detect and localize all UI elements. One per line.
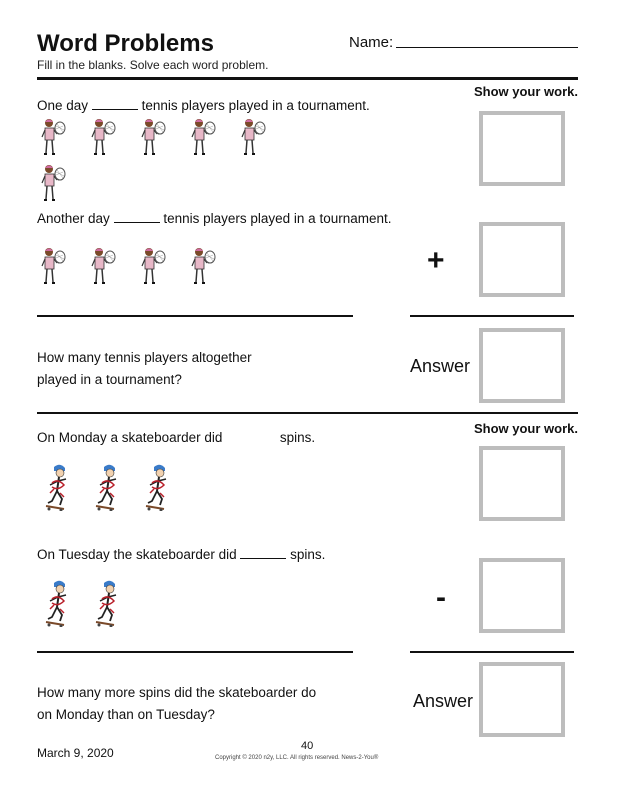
- tennis-player-icon: [240, 117, 266, 157]
- tennis-player-icon: [140, 246, 166, 286]
- tennis-player-icon: [90, 246, 116, 286]
- problem2-line2-post: spins.: [290, 547, 326, 562]
- skateboarder-icon: [94, 579, 124, 627]
- tennis-player-icon: [40, 117, 66, 157]
- answer-label: Answer: [410, 356, 471, 376]
- problem2-blank2[interactable]: [240, 546, 286, 559]
- problem1-line2-post: tennis players played in a tournament.: [163, 211, 392, 226]
- footer-date: March 9, 2020: [37, 746, 114, 760]
- problem2-line1: [37, 430, 315, 445]
- skateboarder-icon: [44, 463, 74, 511]
- problem2-question-line2: on Monday than on Tuesday?: [37, 707, 215, 722]
- answer-label: Answer: [413, 691, 474, 711]
- skateboarder-icon: [144, 463, 174, 511]
- answer-box-2[interactable]: [479, 662, 565, 737]
- problem2-question: [37, 682, 316, 726]
- difference-line-right: [410, 651, 574, 653]
- problem1-line2: [37, 210, 391, 226]
- tennis-player-icon: [40, 163, 66, 203]
- show-work-label: Show your work.: [473, 421, 578, 436]
- minus-operator: -: [436, 581, 446, 614]
- problem1-question-line1: How many tennis players altogether: [37, 350, 252, 365]
- sum-line-left: [37, 315, 353, 317]
- tennis-group-2: [40, 246, 216, 286]
- problem1-line1-post: tennis players played in a tournament.: [141, 98, 370, 113]
- problem1-line1: [37, 97, 370, 113]
- sum-line-right: [410, 315, 574, 317]
- skateboarder-icon: [44, 579, 74, 627]
- problem1-blank1[interactable]: [92, 97, 138, 110]
- tennis-player-icon: [40, 246, 66, 286]
- problem2-question-line1: How many more spins did the skateboarder do: [37, 685, 317, 700]
- answer-box-1[interactable]: [479, 328, 565, 403]
- difference-line-left: [37, 651, 353, 653]
- problem1-blank2[interactable]: [114, 210, 160, 223]
- show-work-label: Show your work.: [473, 84, 578, 99]
- problem1-line2-pre: Another day: [37, 211, 110, 226]
- plus-operator: +: [427, 244, 445, 277]
- skater-group-1: [44, 463, 174, 511]
- problem1-question: [37, 347, 252, 391]
- page-title: Word Problems: [37, 30, 214, 57]
- problem2-line2: [37, 546, 325, 562]
- skateboarder-icon: [94, 463, 124, 511]
- tennis-group-1: [40, 117, 266, 203]
- problem1-question-line2: played in a tournament?: [37, 372, 182, 387]
- work-box-1[interactable]: [479, 111, 565, 186]
- copyright-notice: Copyright © 2020 n2y, LLC. All rights reserved. News-2-You®: [215, 755, 379, 761]
- work-box-2[interactable]: [479, 222, 565, 297]
- tennis-player-icon: [190, 246, 216, 286]
- tennis-player-icon: [90, 117, 116, 157]
- header-divider: [37, 77, 578, 80]
- name-field[interactable]: [396, 47, 578, 48]
- problem2-line2-pre: On Tuesday the skateboarder did: [37, 547, 237, 562]
- instructions: Fill in the blanks. Solve each word problem.: [37, 58, 269, 72]
- work-box-4[interactable]: [479, 558, 565, 633]
- name-label: Name:: [349, 34, 394, 51]
- problem1-line1-pre: One day: [37, 98, 89, 113]
- tennis-player-icon: [140, 117, 166, 157]
- problem2-line1-pre: On Monday a skateboarder did: [37, 430, 223, 445]
- problem2-line1-post: spins.: [279, 430, 316, 445]
- work-box-3[interactable]: [479, 446, 565, 521]
- tennis-player-icon: [190, 117, 216, 157]
- section-divider: [37, 412, 578, 414]
- skater-group-2: [44, 579, 124, 627]
- page-number: 40: [301, 740, 314, 752]
